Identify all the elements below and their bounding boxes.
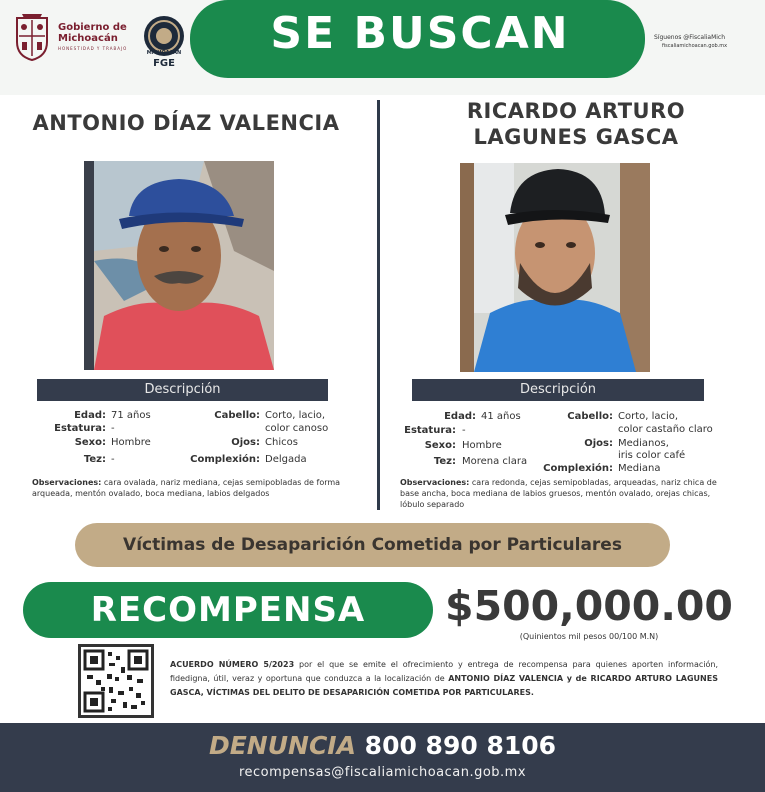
government-name: Gobierno de Michoacán bbox=[58, 22, 127, 44]
person2-description-header: Descripción bbox=[412, 379, 704, 401]
report-phone[interactable]: 800 890 8106 bbox=[364, 731, 557, 760]
person2-observations bbox=[400, 477, 725, 510]
person1-age: 71 años bbox=[111, 410, 151, 421]
person2-hair-label: Cabello: bbox=[567, 411, 613, 422]
reward-label: RECOMPENSA bbox=[23, 582, 433, 638]
person2-name-line2: LAGUNES GASCA bbox=[473, 125, 679, 149]
person2-hair-1: Corto, lacio, bbox=[618, 411, 679, 422]
qr-code-icon[interactable] bbox=[78, 644, 154, 718]
person2-age: 41 años bbox=[481, 411, 521, 422]
reward-amount-words: (Quinientos mil pesos 00/100 M.N) bbox=[519, 632, 659, 641]
person2-height: - bbox=[462, 425, 466, 436]
page-title: SE BUSCAN bbox=[270, 8, 570, 59]
person1-description-header: Descripción bbox=[37, 379, 328, 401]
person1-height: - bbox=[111, 423, 115, 434]
person2-photo bbox=[460, 163, 650, 372]
person2-eyes-2: iris color café bbox=[618, 450, 686, 461]
person1-height-label: Estatura: bbox=[54, 423, 106, 434]
fge-state-label: MICHOACÁN bbox=[146, 50, 182, 56]
government-motto: HONESTIDAD Y TRABAJO bbox=[58, 46, 128, 51]
victim-category-pill: Víctimas de Desaparición Cometida por Particulares bbox=[75, 523, 670, 567]
person2-sex-label: Sexo: bbox=[424, 440, 456, 451]
fge-label: FGE bbox=[153, 58, 175, 69]
person2-eyes-label: Ojos: bbox=[584, 438, 613, 449]
person1-sex-label: Sexo: bbox=[74, 437, 106, 448]
person1-photo bbox=[84, 161, 274, 370]
michoacan-coat-of-arms-icon bbox=[14, 12, 50, 62]
agreement-body: por el que se emite el ofrecimiento y entrega de recompensa para quienes aporten información, fidedigna, útil, veraz y oportuna que conduzca a la localización de bbox=[170, 660, 718, 683]
person2-height-label: Estatura: bbox=[404, 425, 456, 436]
person1-observations-text: cara ovalada, nariz mediana, cejas semipobladas de forma arqueada, mentón ovalado, boca mediana, labios delgados bbox=[32, 478, 341, 498]
person1-skin: - bbox=[111, 454, 115, 465]
person2-hair-2: color castaño claro bbox=[618, 424, 713, 435]
person1-hair-label: Cabello: bbox=[214, 410, 260, 421]
person1-age-label: Edad: bbox=[74, 410, 106, 421]
report-label: DENUNCIA bbox=[208, 731, 356, 760]
person2-build: Mediana bbox=[618, 463, 661, 474]
agreement-text bbox=[170, 658, 718, 700]
person1-hair-1: Corto, lacio, bbox=[265, 410, 326, 421]
person2-observations-text: cara redonda, cejas semipobladas, arqueadas, nariz chica de base ancha, boca mediana de labios gruesos, mentón ovalado, orejas chicas, lóbulo separado bbox=[400, 478, 717, 509]
person2-name-line1: RICARDO ARTURO bbox=[466, 99, 686, 123]
agreement-names: ANTONIO DÍAZ VALENCIA y de RICARDO ARTURO LAGUNES GASCA, VÍCTIMAS DEL DELITO DE DESAPARICIÓN COMETIDA POR PARTICULARES. bbox=[170, 674, 718, 697]
website-link[interactable]: fiscaliamichoacan.gob.mx bbox=[662, 43, 728, 49]
person1-observations bbox=[32, 477, 357, 499]
person1-hair-2: color canoso bbox=[265, 423, 329, 434]
person1-eyes-label: Ojos: bbox=[231, 437, 260, 448]
social-handle[interactable]: Síguenos @FiscaliaMich bbox=[654, 34, 726, 41]
person2-build-label: Complexión: bbox=[543, 463, 613, 474]
person1-observations-label: Observaciones: bbox=[32, 478, 102, 487]
person1-sex: Hombre bbox=[111, 437, 151, 448]
person1-build-label: Complexión: bbox=[190, 454, 260, 465]
person2-eyes-1: Medianos, bbox=[618, 438, 669, 449]
person1-skin-label: Tez: bbox=[83, 454, 106, 465]
person2-age-label: Edad: bbox=[444, 411, 476, 422]
person2-skin-label: Tez: bbox=[433, 456, 456, 467]
agreement-number: ACUERDO NÚMERO 5/2023 bbox=[170, 660, 295, 669]
person2-name bbox=[390, 98, 762, 150]
reward-amount: $500,000.00 bbox=[445, 582, 733, 630]
report-line bbox=[0, 731, 765, 760]
person1-build: Delgada bbox=[265, 454, 307, 465]
person1-eyes: Chicos bbox=[265, 437, 298, 448]
report-email[interactable]: recompensas@fiscaliamichoacan.gob.mx bbox=[238, 765, 527, 780]
person2-sex: Hombre bbox=[462, 440, 502, 451]
person2-skin: Morena clara bbox=[462, 456, 528, 467]
column-divider bbox=[377, 100, 380, 510]
person1-name: ANTONIO DÍAZ VALENCIA bbox=[32, 111, 340, 135]
person2-observations-label: Observaciones: bbox=[400, 478, 470, 487]
